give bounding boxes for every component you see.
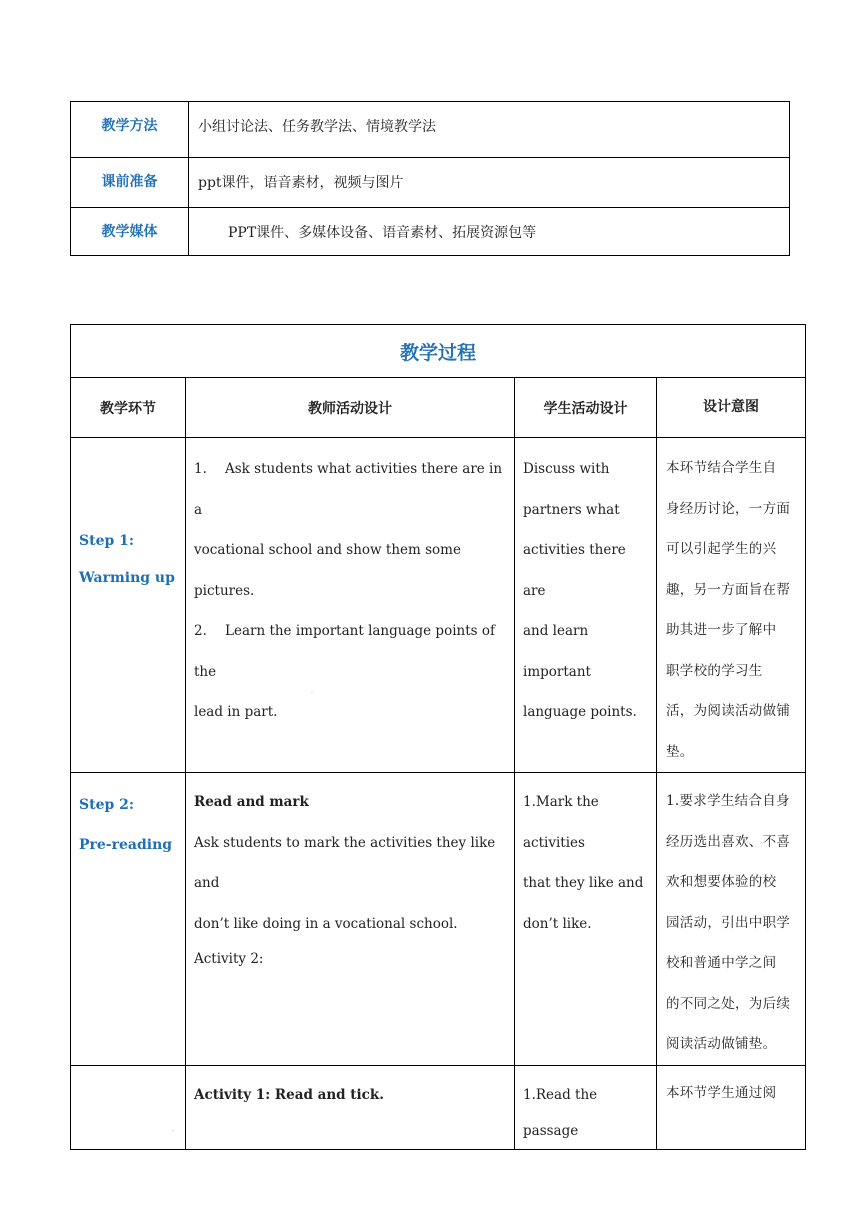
step1-item2-number: 2. <box>194 623 207 639</box>
step3-label <box>71 1065 186 1149</box>
step1-item2-line2: lead in part. <box>194 704 278 720</box>
step1-item1-line1: Ask students what activities there are in a <box>194 461 503 518</box>
step1-student-line: and learn important <box>523 623 591 680</box>
step2-intent <box>657 773 806 1066</box>
header-stage: 教学环节 <box>71 378 186 438</box>
header-intent: 设计意图 <box>657 378 806 438</box>
step1-item1-number: 1. <box>194 461 207 477</box>
step2-intent-line: 1.要求学生结合自身 <box>666 793 790 809</box>
method-label: 教学方法 <box>71 102 189 158</box>
step1-intent-line: 助其进一步了解中 <box>666 622 777 638</box>
method-value: 小组讨论法、任务教学法、情境教学法 <box>189 102 790 158</box>
step1-student-line: partners what <box>523 501 620 518</box>
header-row <box>71 378 806 438</box>
step2-teacher-line3: Activity 2: <box>194 951 264 967</box>
step2-row <box>71 773 806 1066</box>
media-label: 教学媒体 <box>71 208 189 256</box>
step2-teacher-line2: don’t like doing in a vocational school. <box>194 915 458 932</box>
prep-label: 课前准备 <box>71 158 189 208</box>
step1-intent <box>657 438 806 773</box>
info-table <box>70 101 790 256</box>
step1-intent-line: 身经历讨论，一方面 <box>666 500 791 517</box>
step1-intent-line: 活，为阅读活动做铺 <box>666 703 791 719</box>
header-teacher: 教师活动设计 <box>186 378 515 438</box>
step2-label <box>71 773 186 1066</box>
step2-teacher <box>186 773 515 1066</box>
step2-student <box>515 773 657 1066</box>
step2-name: Pre-reading <box>79 837 173 853</box>
step1-intent-line: 可以引起学生的兴 <box>666 541 777 557</box>
header-student: 学生活动设计 <box>515 378 657 438</box>
step2-intent-line: 经历选出喜欢、不喜 <box>666 833 791 850</box>
step1-student <box>515 438 657 773</box>
step2-teacher-line1: Ask students to mark the activities they like and <box>194 834 496 891</box>
step1-item2-line1: Learn the important language points of the <box>194 623 495 680</box>
media-value: PPT课件、多媒体设备、语音素材、拓展资源包等 <box>189 208 790 256</box>
step2-number: Step 2: <box>79 797 135 813</box>
info-row-media <box>71 208 790 256</box>
step2-intent-line: 园活动，引出中职学 <box>666 914 791 931</box>
step3-intent: 本环节学生通过阅 <box>657 1065 806 1149</box>
step1-intent-line: 职学校的学习生 <box>666 662 763 679</box>
step1-name: Warming up <box>79 570 175 586</box>
step2-student-line: don’t like. <box>523 915 592 932</box>
speck-mark: · <box>172 1128 174 1135</box>
process-table <box>70 324 806 1150</box>
step1-teacher <box>186 438 515 773</box>
step2-heading: Read and mark <box>194 794 309 810</box>
step3-row <box>71 1065 806 1149</box>
step1-intent-line: 垫。 <box>666 743 694 760</box>
step3-teacher: Activity 1: Read and tick. <box>186 1065 515 1149</box>
step1-student-line: language points. <box>523 704 637 720</box>
step1-student-line: activities there are <box>523 542 626 599</box>
step2-intent-line: 阅读活动做铺垫。 <box>666 1036 777 1052</box>
step1-label <box>71 438 186 773</box>
step2-student-line: 1.Mark the activities <box>523 794 599 851</box>
prep-value: ppt课件，语音素材，视频与图片 <box>189 158 790 208</box>
speck-mark: · <box>311 690 313 697</box>
step2-intent-line: 校和普通中学之间 <box>666 955 777 971</box>
step1-item1-line2: vocational school and show them some pictures. <box>194 542 461 599</box>
info-row-prep <box>71 158 790 208</box>
step1-number: Step 1: <box>79 533 135 549</box>
step1-intent-line: 本环节结合学生自 <box>666 460 777 476</box>
step1-intent-line: 趣，另一方面旨在帮 <box>666 581 791 598</box>
step1-row <box>71 438 806 773</box>
step2-intent-line: 欢和想要体验的校 <box>666 874 777 890</box>
step1-student-line: Discuss with <box>523 461 610 477</box>
step3-student: 1.Read the passage <box>515 1065 657 1149</box>
step2-intent-line: 的不同之处，为后续 <box>666 995 791 1012</box>
process-title: 教学过程 <box>71 325 806 378</box>
info-row-method <box>71 102 790 158</box>
step2-student-line: that they like and <box>523 875 644 891</box>
